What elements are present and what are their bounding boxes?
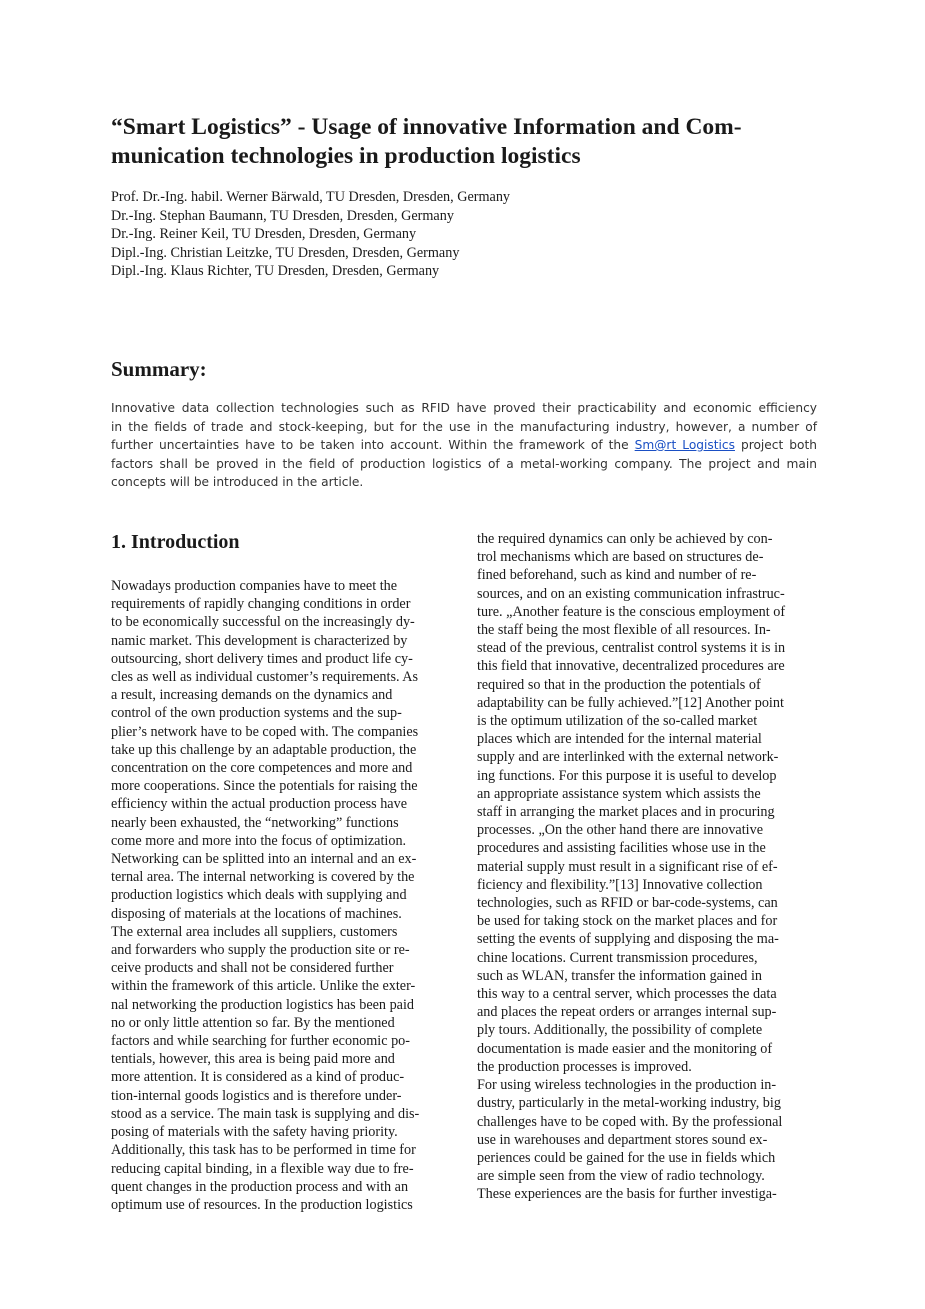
body-text-line: be used for taking stock on the market places and for <box>477 913 778 930</box>
introduction-heading: 1. Introduction <box>111 531 240 553</box>
body-text-line: more attention. It is considered as a kind of produc- <box>111 1069 405 1086</box>
body-text-line: ply tours. Additionally, the possibility of complete <box>477 1022 763 1039</box>
body-text-line: outsourcing, short delivery times and product life cy- <box>111 650 413 667</box>
body-text-line: control of the own production systems and the sup- <box>111 705 402 722</box>
body-text-line: chine locations. Current transmission procedures, <box>477 949 758 966</box>
body-text-line: fined beforehand, such as kind and number of re- <box>477 567 757 584</box>
body-text-line: procedures and assisting facilities whose use in the <box>477 840 766 857</box>
body-text-line: more cooperations. Since the potentials for raising the <box>111 778 418 795</box>
body-text-line: ture. „Another feature is the conscious employment of <box>477 603 786 620</box>
title-line: “Smart Logistics” - Usage of innovative Information and Com- <box>111 114 742 140</box>
summary-heading: Summary: <box>111 357 207 381</box>
body-text-line: efficiency within the actual production process have <box>111 796 407 813</box>
body-text-line: For using wireless technologies in the production in- <box>477 1077 777 1094</box>
body-text-line: ficiency and flexibility.”[13] Innovative collection <box>477 876 763 893</box>
body-text-line: staff in arranging the market places and in procuring <box>477 804 775 821</box>
body-text-line: These experiences are the basis for further investiga- <box>477 1186 777 1203</box>
body-text-line: posing of materials with the safety having priority. <box>111 1124 398 1141</box>
body-text-line: are simple seen from the view of radio technology. <box>477 1168 765 1185</box>
body-text-line: challenges have to be coped with. By the professional <box>477 1113 783 1130</box>
body-text-line: an appropriate assistance system which assists the <box>477 785 761 802</box>
body-text-line: this way to a central server, which processes the data <box>477 986 777 1003</box>
introduction-right-column <box>477 530 817 1204</box>
body-text-line: such as WLAN, transfer the information gained in <box>477 967 762 984</box>
body-text-line: quent changes in the production process and with an <box>111 1178 409 1195</box>
body-text-line: the staff being the most flexible of all resources. In- <box>477 622 771 639</box>
body-text-line: requirements of rapidly changing conditions in order <box>111 596 411 613</box>
body-text-line: stood as a service. The main task is supplying and dis- <box>111 1105 420 1122</box>
body-text-line: within the framework of this article. Unlike the exter- <box>111 978 416 995</box>
body-text-line: to be economically successful on the increasingly dy- <box>111 614 415 631</box>
body-text-line: and places the repeat orders or arranges internal sup- <box>477 1004 777 1021</box>
body-text-line: periences could be gained for the use in fields which <box>477 1149 776 1166</box>
body-text-line: a result, increasing demands on the dynamics and <box>111 687 393 704</box>
body-text-line: disposing of materials at the locations of machines. <box>111 905 402 922</box>
body-text-line: required so that in the production the potentials of <box>477 676 761 693</box>
author-list <box>111 188 510 281</box>
introduction-left-column <box>111 577 451 1214</box>
body-text-line: take up this challenge by an adaptable production, the <box>111 741 417 758</box>
author-line: Dr.-Ing. Stephan Baumann, TU Dresden, Dresden, Germany <box>111 207 454 224</box>
body-text-line: production logistics which deals with supplying and <box>111 887 407 904</box>
body-text-line: come more and more into the focus of optimization. <box>111 832 407 849</box>
body-text-line: optimum use of resources. In the production logistics <box>111 1196 413 1213</box>
body-text-line: tion-internal goods logistics and is therefore under- <box>111 1087 402 1104</box>
body-text-line: documentation is made easier and the monitoring of <box>477 1040 773 1057</box>
body-text-line: tentials, however, this area is being paid more and <box>111 1051 395 1068</box>
body-text-line: this field that innovative, decentralized procedures are <box>477 658 785 675</box>
smart-logistics-link[interactable]: Sm@rt Logistics <box>634 438 735 452</box>
body-text-line: places which are intended for the internal material <box>477 731 762 748</box>
body-text-line: the production processes is improved. <box>477 1058 692 1075</box>
body-text-line: Networking can be splitted into an internal and an ex- <box>111 851 417 868</box>
body-text-line: factors and while searching for further economic po- <box>111 1033 410 1050</box>
author-line: Dr.-Ing. Reiner Keil, TU Dresden, Dresden, Germany <box>111 226 417 242</box>
body-text-line: nearly been exhausted, the “networking” functions <box>111 814 399 831</box>
author-line: Dipl.-Ing. Klaus Richter, TU Dresden, Dresden, Germany <box>111 263 440 279</box>
body-text-line: supply and are interlinked with the external network- <box>477 749 779 766</box>
body-text-line: sources, and on an existing communication infrastruc- <box>477 585 785 602</box>
summary-line: factors shall be proved in the field of production logistics of a metal-working company. The project and main <box>111 456 817 471</box>
body-text-line: dustry, particularly in the metal-working industry, big <box>477 1095 781 1112</box>
summary-text-segment: further uncertainties have to be taken into account. Within the framework of the <box>111 438 635 452</box>
body-text-line: ing functions. For this purpose it is useful to develop <box>477 767 777 784</box>
paper-title <box>111 113 811 171</box>
body-text-line: nal networking the production logistics has been paid <box>111 996 414 1013</box>
summary-paragraph <box>111 399 817 492</box>
body-text-line: Nowadays production companies have to meet the <box>111 578 398 594</box>
summary-line: concepts will be introduced in the article. <box>111 475 364 489</box>
body-text-line: no or only little attention so far. By the mentioned <box>111 1014 395 1031</box>
body-text-line: reducing capital binding, in a flexible way due to fre- <box>111 1160 414 1177</box>
body-text-line: setting the events of supplying and disposing the ma- <box>477 931 779 948</box>
body-text-line: namic market. This development is characterized by <box>111 632 408 649</box>
body-text-line: ternal area. The internal networking is covered by the <box>111 869 415 886</box>
body-text-line: plier’s network have to be coped with. The companies <box>111 723 419 740</box>
author-line: Dipl.-Ing. Christian Leitzke, TU Dresden, Dresden, Germany <box>111 244 460 261</box>
body-text-line: stead of the previous, centralist control systems it is in <box>477 640 786 657</box>
body-text-line: The external area includes all suppliers, customers <box>111 923 398 940</box>
body-text-line: and forwarders who supply the production site or re- <box>111 942 410 959</box>
summary-text-segment: project both <box>734 438 817 452</box>
title-line: munication technologies in production logistics <box>111 143 581 169</box>
author-line: Prof. Dr.-Ing. habil. Werner Bärwald, TU Dresden, Dresden, Germany <box>111 189 511 205</box>
body-text-line: the required dynamics can only be achieved by con- <box>477 531 773 547</box>
body-text-line: technologies, such as RFID or bar-code-systems, can <box>477 895 778 912</box>
body-text-line: concentration on the core competences and more and <box>111 760 413 777</box>
body-text-line: use in warehouses and department stores sound ex- <box>477 1131 768 1148</box>
summary-line: in the fields of trade and stock-keeping, but for the use in the manufacturing industry, however, a number of <box>111 419 817 434</box>
summary-line: Innovative data collection technologies such as RFID have proved their practicability and economic efficiency <box>111 401 817 415</box>
body-text-line: ceive products and shall not be considered further <box>111 960 394 977</box>
body-text-line: trol mechanisms which are based on structures de- <box>477 549 764 566</box>
body-text-line: material supply must result in a significant rise of ef- <box>477 858 778 875</box>
body-text-line: cles as well as individual customer’s requirements. As <box>111 669 419 686</box>
body-text-line: processes. „On the other hand there are innovative <box>477 822 764 839</box>
body-text-line: is the optimum utilization of the so-called market <box>477 713 758 730</box>
summary-line <box>111 436 817 455</box>
body-text-line: adaptability can be fully achieved.”[12] Another point <box>477 694 784 711</box>
body-text-line: Additionally, this task has to be performed in time for <box>111 1142 416 1159</box>
